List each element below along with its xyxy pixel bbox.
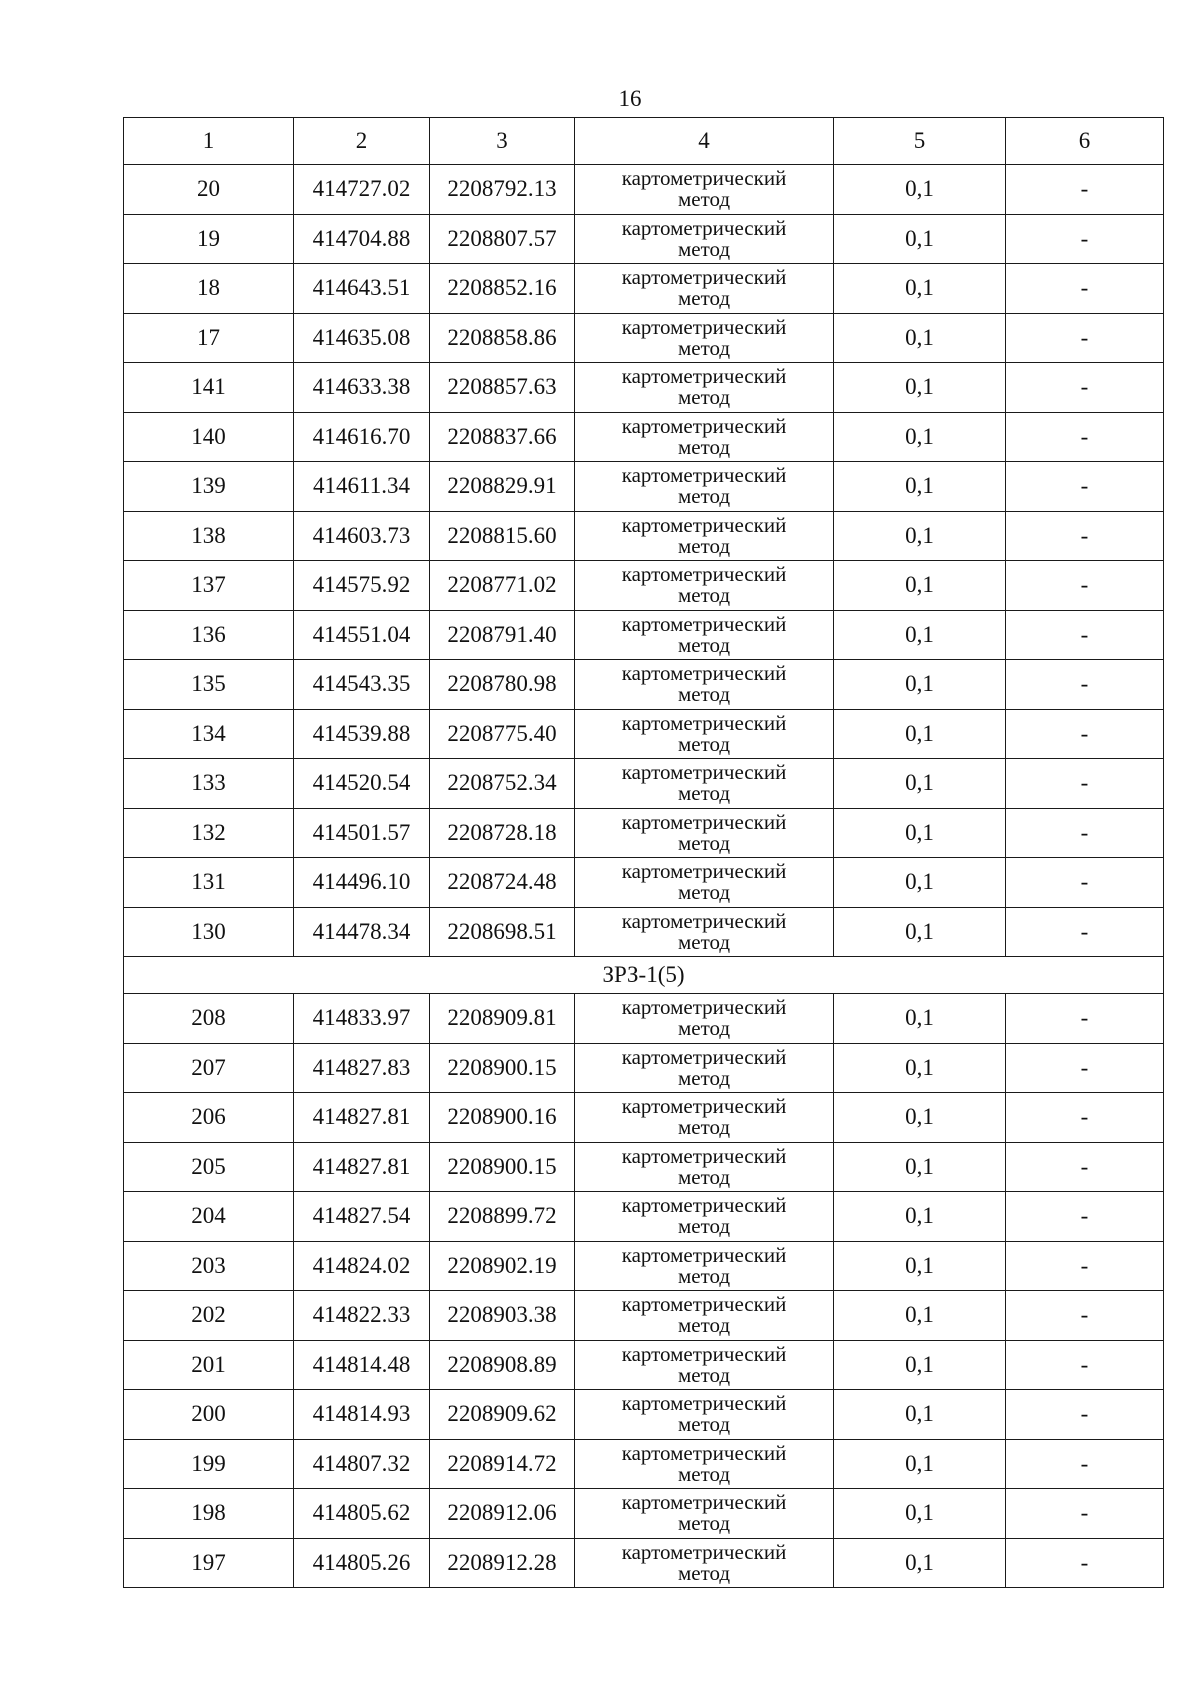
table-row — [124, 511, 1164, 561]
method-line-2: метод — [677, 1313, 731, 1338]
accuracy-cell: 0,1 — [834, 1291, 1006, 1341]
table-row — [124, 264, 1164, 314]
table-row — [124, 1340, 1164, 1390]
table-row — [124, 412, 1164, 462]
accuracy-cell: 0,1 — [834, 1142, 1006, 1192]
point-number-cell: 204 — [124, 1192, 294, 1242]
point-number-cell: 200 — [124, 1390, 294, 1440]
method-cell — [575, 1093, 834, 1143]
point-number-cell: 130 — [124, 907, 294, 957]
y-coordinate-cell: 2208909.81 — [430, 994, 575, 1044]
method-line-1: картометрический — [621, 1094, 787, 1119]
point-number-cell: 199 — [124, 1439, 294, 1489]
accuracy-cell: 0,1 — [834, 660, 1006, 710]
point-number-cell: 141 — [124, 363, 294, 413]
method-line-2: метод — [677, 1214, 731, 1239]
accuracy-cell: 0,1 — [834, 264, 1006, 314]
method-cell — [575, 1538, 834, 1588]
method-line-1: картометрический — [621, 760, 787, 785]
method-line-1: картометрический — [621, 215, 787, 240]
table-row — [124, 214, 1164, 264]
accuracy-cell: 0,1 — [834, 363, 1006, 413]
method-line-1: картометрический — [621, 710, 787, 735]
method-cell — [575, 1142, 834, 1192]
table-row — [124, 462, 1164, 512]
method-line-1: картометрический — [621, 1292, 787, 1317]
note-cell: - — [1006, 610, 1164, 660]
note-cell: - — [1006, 412, 1164, 462]
method-line-1: картометрический — [621, 908, 787, 933]
table-row — [124, 709, 1164, 759]
table-row — [124, 313, 1164, 363]
method-line-2: метод — [677, 929, 731, 954]
method-line-1: картометрический — [621, 661, 787, 686]
point-number-cell: 197 — [124, 1538, 294, 1588]
note-cell: - — [1006, 1340, 1164, 1390]
point-number-cell: 134 — [124, 709, 294, 759]
table-row — [124, 1439, 1164, 1489]
method-line-2: метод — [677, 434, 731, 459]
method-cell — [575, 994, 834, 1044]
point-number-cell: 205 — [124, 1142, 294, 1192]
point-number-cell: 132 — [124, 808, 294, 858]
point-number-cell: 137 — [124, 561, 294, 611]
y-coordinate-cell: 2208792.13 — [430, 165, 575, 215]
method-line-2: метод — [677, 484, 731, 509]
x-coordinate-cell: 414633.38 — [294, 363, 430, 413]
method-line-1: картометрический — [621, 364, 787, 389]
accuracy-cell: 0,1 — [834, 709, 1006, 759]
point-number-cell: 135 — [124, 660, 294, 710]
method-line-1: картометрический — [621, 1242, 787, 1267]
y-coordinate-cell: 2208775.40 — [430, 709, 575, 759]
method-cell — [575, 1241, 834, 1291]
point-number-cell: 203 — [124, 1241, 294, 1291]
method-line-2: метод — [677, 583, 731, 608]
accuracy-cell: 0,1 — [834, 1340, 1006, 1390]
y-coordinate-cell: 2208908.89 — [430, 1340, 575, 1390]
point-number-cell: 139 — [124, 462, 294, 512]
header-row — [124, 118, 1164, 165]
method-cell — [575, 264, 834, 314]
method-line-2: метод — [677, 1263, 731, 1288]
accuracy-cell: 0,1 — [834, 610, 1006, 660]
x-coordinate-cell: 414814.48 — [294, 1340, 430, 1390]
y-coordinate-cell: 2208903.38 — [430, 1291, 575, 1341]
accuracy-cell: 0,1 — [834, 994, 1006, 1044]
method-cell — [575, 313, 834, 363]
method-line-2: метод — [677, 187, 731, 212]
note-cell: - — [1006, 462, 1164, 512]
note-cell: - — [1006, 858, 1164, 908]
x-coordinate-cell: 414824.02 — [294, 1241, 430, 1291]
point-number-cell: 17 — [124, 313, 294, 363]
method-line-2: метод — [677, 236, 731, 261]
point-number-cell: 206 — [124, 1093, 294, 1143]
table-row — [124, 660, 1164, 710]
method-cell — [575, 412, 834, 462]
method-line-1: картометрический — [621, 995, 787, 1020]
x-coordinate-cell: 414727.02 — [294, 165, 430, 215]
accuracy-cell: 0,1 — [834, 313, 1006, 363]
accuracy-cell: 0,1 — [834, 808, 1006, 858]
accuracy-cell: 0,1 — [834, 1192, 1006, 1242]
table-row — [124, 808, 1164, 858]
table-row — [124, 858, 1164, 908]
method-line-2: метод — [677, 1065, 731, 1090]
x-coordinate-cell: 414635.08 — [294, 313, 430, 363]
method-cell — [575, 808, 834, 858]
note-cell: - — [1006, 313, 1164, 363]
x-coordinate-cell: 414501.57 — [294, 808, 430, 858]
section-title: ЗРЗ-1(5) — [124, 957, 1164, 994]
note-cell: - — [1006, 1291, 1164, 1341]
header-cell-5: 5 — [834, 118, 1006, 165]
table-row — [124, 1489, 1164, 1539]
x-coordinate-cell: 414520.54 — [294, 759, 430, 809]
accuracy-cell: 0,1 — [834, 561, 1006, 611]
table-row — [124, 1043, 1164, 1093]
accuracy-cell: 0,1 — [834, 462, 1006, 512]
x-coordinate-cell: 414822.33 — [294, 1291, 430, 1341]
table-row — [124, 1093, 1164, 1143]
note-cell: - — [1006, 1489, 1164, 1539]
note-cell: - — [1006, 1538, 1164, 1588]
y-coordinate-cell: 2208912.06 — [430, 1489, 575, 1539]
method-cell — [575, 1439, 834, 1489]
y-coordinate-cell: 2208852.16 — [430, 264, 575, 314]
method-line-1: картометрический — [621, 859, 787, 884]
method-line-1: картометрический — [621, 1044, 787, 1069]
y-coordinate-cell: 2208912.28 — [430, 1538, 575, 1588]
note-cell: - — [1006, 1439, 1164, 1489]
method-line-2: метод — [677, 1560, 731, 1585]
y-coordinate-cell: 2208752.34 — [430, 759, 575, 809]
section-row — [124, 957, 1164, 994]
method-line-2: метод — [677, 1164, 731, 1189]
y-coordinate-cell: 2208807.57 — [430, 214, 575, 264]
y-coordinate-cell: 2208829.91 — [430, 462, 575, 512]
y-coordinate-cell: 2208780.98 — [430, 660, 575, 710]
x-coordinate-cell: 414643.51 — [294, 264, 430, 314]
note-cell: - — [1006, 1093, 1164, 1143]
table-row — [124, 1192, 1164, 1242]
accuracy-cell: 0,1 — [834, 907, 1006, 957]
point-number-cell: 198 — [124, 1489, 294, 1539]
method-cell — [575, 1340, 834, 1390]
method-line-2: метод — [677, 781, 731, 806]
method-cell — [575, 1291, 834, 1341]
method-cell — [575, 759, 834, 809]
x-coordinate-cell: 414833.97 — [294, 994, 430, 1044]
method-line-1: картометрический — [621, 1539, 787, 1564]
x-coordinate-cell: 414616.70 — [294, 412, 430, 462]
accuracy-cell: 0,1 — [834, 1093, 1006, 1143]
point-number-cell: 20 — [124, 165, 294, 215]
table-row — [124, 994, 1164, 1044]
x-coordinate-cell: 414827.54 — [294, 1192, 430, 1242]
note-cell: - — [1006, 1142, 1164, 1192]
accuracy-cell: 0,1 — [834, 759, 1006, 809]
table-row — [124, 610, 1164, 660]
method-line-1: картометрический — [621, 512, 787, 537]
method-line-1: картометрический — [621, 1193, 787, 1218]
accuracy-cell: 0,1 — [834, 1390, 1006, 1440]
method-line-1: картометрический — [621, 413, 787, 438]
method-line-1: картометрический — [621, 1490, 787, 1515]
y-coordinate-cell: 2208728.18 — [430, 808, 575, 858]
accuracy-cell: 0,1 — [834, 511, 1006, 561]
note-cell: - — [1006, 709, 1164, 759]
y-coordinate-cell: 2208791.40 — [430, 610, 575, 660]
x-coordinate-cell: 414805.26 — [294, 1538, 430, 1588]
method-line-2: метод — [677, 1412, 731, 1437]
method-cell — [575, 165, 834, 215]
y-coordinate-cell: 2208900.15 — [430, 1043, 575, 1093]
note-cell: - — [1006, 808, 1164, 858]
method-line-2: метод — [677, 682, 731, 707]
method-cell — [575, 858, 834, 908]
x-coordinate-cell: 414611.34 — [294, 462, 430, 512]
table-row — [124, 165, 1164, 215]
y-coordinate-cell: 2208858.86 — [430, 313, 575, 363]
point-number-cell: 202 — [124, 1291, 294, 1341]
method-line-2: метод — [677, 880, 731, 905]
point-number-cell: 201 — [124, 1340, 294, 1390]
method-cell — [575, 1192, 834, 1242]
note-cell: - — [1006, 511, 1164, 561]
accuracy-cell: 0,1 — [834, 1439, 1006, 1489]
note-cell: - — [1006, 994, 1164, 1044]
table-row — [124, 759, 1164, 809]
note-cell: - — [1006, 1241, 1164, 1291]
x-coordinate-cell: 414807.32 — [294, 1439, 430, 1489]
method-line-1: картометрический — [621, 1143, 787, 1168]
table-row — [124, 1538, 1164, 1588]
method-cell — [575, 561, 834, 611]
method-line-1: картометрический — [621, 1341, 787, 1366]
y-coordinate-cell: 2208899.72 — [430, 1192, 575, 1242]
header-cell-3: 3 — [430, 118, 575, 165]
x-coordinate-cell: 414704.88 — [294, 214, 430, 264]
accuracy-cell: 0,1 — [834, 1538, 1006, 1588]
method-line-2: метод — [677, 632, 731, 657]
y-coordinate-cell: 2208771.02 — [430, 561, 575, 611]
note-cell: - — [1006, 1192, 1164, 1242]
point-number-cell: 208 — [124, 994, 294, 1044]
y-coordinate-cell: 2208902.19 — [430, 1241, 575, 1291]
point-number-cell: 18 — [124, 264, 294, 314]
table-row — [124, 363, 1164, 413]
point-number-cell: 138 — [124, 511, 294, 561]
method-line-2: метод — [677, 286, 731, 311]
note-cell: - — [1006, 165, 1164, 215]
x-coordinate-cell: 414539.88 — [294, 709, 430, 759]
note-cell: - — [1006, 561, 1164, 611]
table-body — [124, 118, 1164, 1588]
y-coordinate-cell: 2208914.72 — [430, 1439, 575, 1489]
method-line-2: метод — [677, 731, 731, 756]
x-coordinate-cell: 414478.34 — [294, 907, 430, 957]
table-row — [124, 1291, 1164, 1341]
method-cell — [575, 660, 834, 710]
method-cell — [575, 511, 834, 561]
y-coordinate-cell: 2208900.16 — [430, 1093, 575, 1143]
coordinates-table — [123, 117, 1164, 1588]
method-line-2: метод — [677, 335, 731, 360]
method-line-1: картометрический — [621, 809, 787, 834]
method-line-2: метод — [677, 1362, 731, 1387]
method-line-2: метод — [677, 1115, 731, 1140]
method-cell — [575, 363, 834, 413]
y-coordinate-cell: 2208698.51 — [430, 907, 575, 957]
method-line-2: метод — [677, 1016, 731, 1041]
y-coordinate-cell: 2208837.66 — [430, 412, 575, 462]
accuracy-cell: 0,1 — [834, 1043, 1006, 1093]
method-cell — [575, 907, 834, 957]
method-line-2: метод — [677, 1511, 731, 1536]
table-row — [124, 561, 1164, 611]
note-cell: - — [1006, 660, 1164, 710]
note-cell: - — [1006, 214, 1164, 264]
accuracy-cell: 0,1 — [834, 1241, 1006, 1291]
method-line-2: метод — [677, 385, 731, 410]
method-line-1: картометрический — [621, 314, 787, 339]
point-number-cell: 136 — [124, 610, 294, 660]
y-coordinate-cell: 2208900.15 — [430, 1142, 575, 1192]
method-cell — [575, 214, 834, 264]
method-line-1: картометрический — [621, 1391, 787, 1416]
note-cell: - — [1006, 759, 1164, 809]
method-line-2: метод — [677, 830, 731, 855]
x-coordinate-cell: 414814.93 — [294, 1390, 430, 1440]
table-row — [124, 1390, 1164, 1440]
x-coordinate-cell: 414827.83 — [294, 1043, 430, 1093]
point-number-cell: 131 — [124, 858, 294, 908]
accuracy-cell: 0,1 — [834, 165, 1006, 215]
x-coordinate-cell: 414551.04 — [294, 610, 430, 660]
method-cell — [575, 462, 834, 512]
x-coordinate-cell: 414575.92 — [294, 561, 430, 611]
header-cell-2: 2 — [294, 118, 430, 165]
y-coordinate-cell: 2208815.60 — [430, 511, 575, 561]
method-cell — [575, 709, 834, 759]
header-cell-1: 1 — [124, 118, 294, 165]
note-cell: - — [1006, 264, 1164, 314]
note-cell: - — [1006, 363, 1164, 413]
method-line-1: картометрический — [621, 611, 787, 636]
x-coordinate-cell: 414827.81 — [294, 1142, 430, 1192]
note-cell: - — [1006, 1390, 1164, 1440]
point-number-cell: 133 — [124, 759, 294, 809]
header-cell-6: 6 — [1006, 118, 1164, 165]
method-line-1: картометрический — [621, 562, 787, 587]
table-row — [124, 1241, 1164, 1291]
accuracy-cell: 0,1 — [834, 214, 1006, 264]
method-line-2: метод — [677, 533, 731, 558]
method-line-1: картометрический — [621, 166, 787, 191]
x-coordinate-cell: 414805.62 — [294, 1489, 430, 1539]
method-line-1: картометрический — [621, 265, 787, 290]
accuracy-cell: 0,1 — [834, 412, 1006, 462]
note-cell: - — [1006, 907, 1164, 957]
y-coordinate-cell: 2208724.48 — [430, 858, 575, 908]
accuracy-cell: 0,1 — [834, 1489, 1006, 1539]
page-number: 16 — [618, 86, 642, 111]
y-coordinate-cell: 2208909.62 — [430, 1390, 575, 1440]
point-number-cell: 207 — [124, 1043, 294, 1093]
x-coordinate-cell: 414603.73 — [294, 511, 430, 561]
method-line-1: картометрический — [621, 1440, 787, 1465]
method-cell — [575, 1043, 834, 1093]
header-cell-4: 4 — [575, 118, 834, 165]
table-row — [124, 907, 1164, 957]
x-coordinate-cell: 414496.10 — [294, 858, 430, 908]
method-line-1: картометрический — [621, 463, 787, 488]
point-number-cell: 19 — [124, 214, 294, 264]
method-cell — [575, 1489, 834, 1539]
method-cell — [575, 610, 834, 660]
accuracy-cell: 0,1 — [834, 858, 1006, 908]
method-line-2: метод — [677, 1461, 731, 1486]
x-coordinate-cell: 414827.81 — [294, 1093, 430, 1143]
point-number-cell: 140 — [124, 412, 294, 462]
y-coordinate-cell: 2208857.63 — [430, 363, 575, 413]
method-cell — [575, 1390, 834, 1440]
x-coordinate-cell: 414543.35 — [294, 660, 430, 710]
table-row — [124, 1142, 1164, 1192]
note-cell: - — [1006, 1043, 1164, 1093]
